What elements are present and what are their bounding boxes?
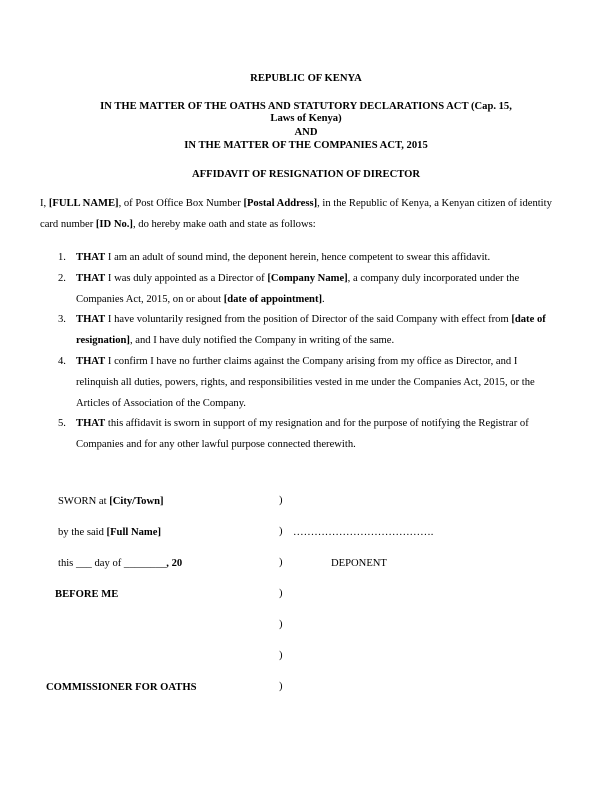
clause-text: I have voluntarily resigned from the position of Director of the said Company with effect from: [105, 314, 512, 326]
clause-number: 1.: [58, 252, 66, 263]
commissioner-label: COMMISSIONER FOR OATHS: [46, 682, 197, 693]
sworn-prefix: SWORN at: [58, 496, 110, 507]
intro-text: , of Post Office Box Number: [118, 198, 244, 209]
clause-number: 3.: [58, 314, 66, 326]
appointment-date-placeholder: [date of appointment]: [223, 293, 323, 305]
jurat-bracket: ): [279, 588, 283, 599]
intro-paragraph: [40, 193, 572, 235]
clause-number: 5.: [58, 418, 66, 430]
matter-heading-oaths-line1: IN THE MATTER OF THE OATHS AND STATUTORY DECLARATIONS ACT (Cap. 15,: [100, 101, 512, 112]
country-heading: REPUBLIC OF KENYA: [250, 73, 362, 84]
clause-1: [58, 248, 558, 269]
jurat-bracket: ): [279, 526, 283, 537]
document-title: AFFIDAVIT OF RESIGNATION OF DIRECTOR: [192, 169, 420, 180]
clause-text: , and I have duly notified the Company in writing of the same.: [129, 335, 395, 347]
clause-lead: THAT: [76, 418, 106, 430]
clause-text: , a company duly incorporated under the Companies Act, 2015, on or about: [76, 272, 520, 305]
date-line: [58, 557, 182, 571]
intro-text: I,: [40, 198, 49, 209]
clause-lead: THAT: [76, 355, 106, 367]
jurat-bracket: ): [279, 495, 283, 506]
matter-heading-oaths-line2: Laws of Kenya): [270, 113, 342, 124]
and-heading: AND: [294, 127, 318, 138]
clause-text: this affidavit is sworn in support of my resignation and for the purpose of notifying the Registrar of Companies and for any other lawful purpose connected therewith.: [76, 418, 529, 451]
id-number-placeholder: [ID No.]: [95, 219, 133, 230]
before-me-label: BEFORE ME: [55, 589, 119, 600]
clause-number: 4.: [58, 355, 66, 367]
clause-lead: THAT: [76, 314, 106, 326]
full-name-placeholder: [FULL NAME]: [48, 198, 119, 209]
clause-number: 2.: [58, 272, 66, 284]
clause-text: I am an adult of sound mind, the deponent herein, hence competent to swear this affidavit.: [105, 252, 491, 263]
clause-text: I confirm I have no further claims against the Company arising from my office as Director, and I relinquish all duties, powers, rights, and responsibilities vested in me under the Companies Act, 2015, or the Articles of Association of the Company.: [76, 355, 535, 409]
jurat-bracket: ): [279, 557, 283, 568]
intro-text: , in the Republic of Kenya, a Kenyan citizen of identity card number: [40, 198, 552, 230]
jurat-bracket: ): [279, 650, 283, 661]
matter-heading-companies: IN THE MATTER OF THE COMPANIES ACT, 2015: [184, 140, 428, 151]
clause-text: I was duly appointed as a Director of: [105, 272, 268, 284]
intro-text: , do hereby make oath and state as follows:: [132, 219, 316, 230]
by-prefix: by the said: [58, 527, 107, 538]
signature-dotted-line: ………………………………….: [293, 527, 434, 538]
jurat-bracket: ): [279, 619, 283, 630]
clause-lead: THAT: [76, 252, 106, 263]
jurat-bracket: ): [279, 681, 283, 692]
clause-lead: THAT: [76, 272, 106, 284]
date-prefix: this ___ day of ________: [58, 558, 167, 569]
clause-5: [58, 414, 558, 456]
postal-address-placeholder: [Postal Address]: [243, 198, 318, 209]
by-the-said-line: [58, 526, 161, 540]
resignation-date-placeholder: [date of resignation]: [76, 314, 546, 347]
clause-text: .: [322, 293, 325, 305]
year-prefix: , 20: [166, 558, 183, 569]
clause-list: [58, 248, 558, 456]
company-name-placeholder: [Company Name]: [267, 272, 348, 284]
clause-2: [58, 269, 558, 311]
clause-4: [58, 352, 558, 414]
deponent-label: DEPONENT: [331, 558, 387, 569]
sworn-at-line: [58, 495, 164, 509]
deponent-name-placeholder: [Full Name]: [106, 527, 161, 538]
clause-3: [58, 310, 558, 352]
city-placeholder: [City/Town]: [109, 496, 164, 507]
